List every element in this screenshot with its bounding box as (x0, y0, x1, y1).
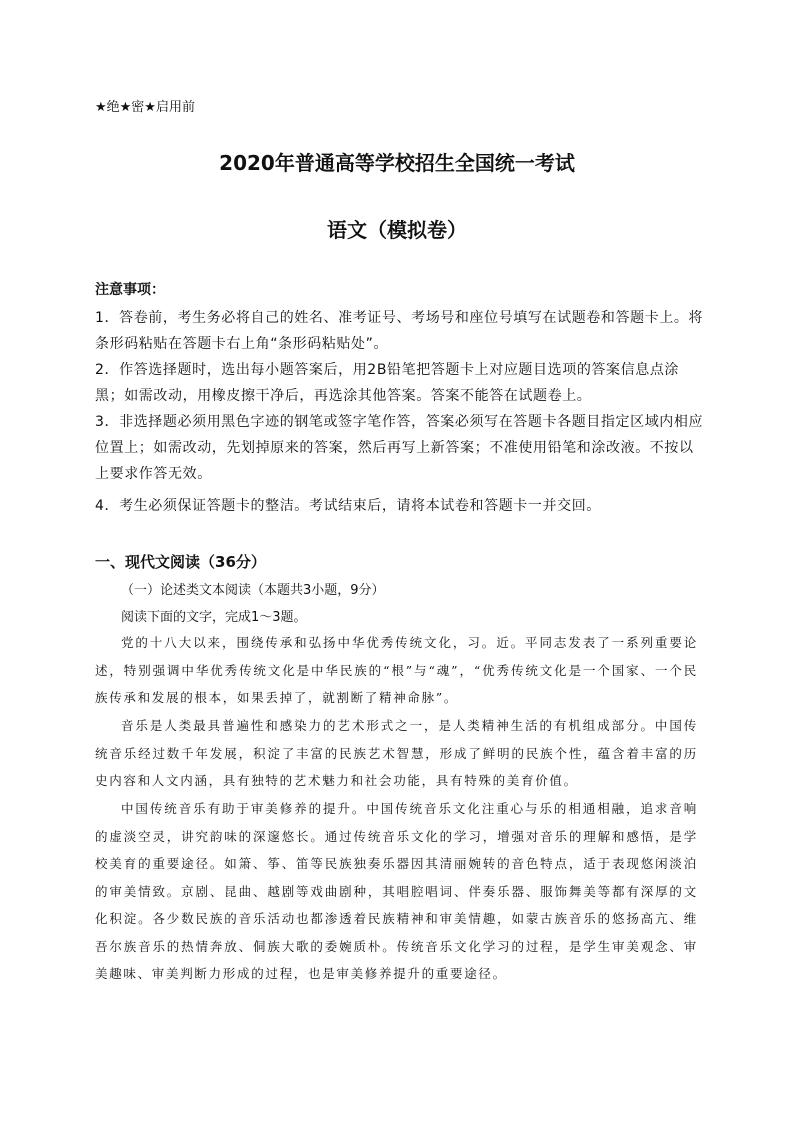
reading-instruction: 阅读下面的文字，完成1～3题。 (121, 610, 307, 625)
section-heading: 一、现代文阅读（36分） (95, 553, 266, 571)
notice-item-4: 4．考生必须保证答题卡的整洁。考试结束后，请将本试卷和答题卡一并交回。 (95, 498, 601, 514)
notice-heading: 注意事项： (95, 282, 165, 298)
passage-paragraph-2: 音乐是人类最具普遍性和感染力的艺术形式之一，是人类精神生活的有机组成部分。中国传统音乐经过数千年发展，积淀了丰富的民族艺术智慧，形成了鲜明的民族个性，蕴含着丰富的历史内容和人文内涵，具有独特的艺术魅力和社会功能，具有特殊的美育价值。 (95, 718, 698, 788)
notice-item-2: 2．作答选择题时，选出每小题答案后，用2B铅笔把答题卡上对应题目选项的答案信息点涂黑；如需改动，用橡皮擦干净后，再选涂其他答案。答案不能答在试题卷上。 (95, 362, 680, 404)
confidential-mark: ★绝★密★启用前 (95, 100, 195, 115)
passage-paragraph-3: 中国传统音乐有助于审美修养的提升。中国传统音乐文化注重心与乐的相通相融，追求音响的虚淡空灵，讲究韵味的深邃悠长。通过传统音乐文化的学习，增强对音乐的理解和感悟，是学校美育的重要途径。如箫、筝、笛等民族独奏乐器因其清丽婉转的音色特点，适于表现悠闲淡泊的审美情致。京剧、昆曲、越剧等戏曲剧种，其唱腔唱词、伴奏乐器、服饰舞美等都有深厚的文化积淀。各少数民族的音乐活动也都渗透着民族精神和审美情趣，如蒙古族音乐的悠扬高亢、维吾尔族音乐的热情奔放、侗族大歌的委婉质朴。传统音乐文化学习的过程，是学生审美观念、审美趣味、审美判断力形成的过程，也是审美修养提升的重要途径。 (95, 801, 698, 981)
passage-paragraph-1: 党的十八大以来，围绕传承和弘扬中华优秀传统文化，习。近。平同志发表了一系列重要论述，特别强调中华优秀传统文化是中华民族的“根”与“魂”，“优秀传统文化是一个国家、一个民族传承和发展的根本，如果丢掉了，就割断了精神命脉”。 (95, 635, 698, 705)
subsection-heading: （一）论述类文本阅读（本题共3小题，9分） (121, 583, 385, 598)
notice-item-1: 1．答卷前，考生务必将自己的姓名、准考证号、考场号和座位号填写在试题卷和答题卡上。将条形码粘贴在答题卡右上角“条形码粘贴处”。 (95, 310, 704, 352)
notice-item-3: 3．非选择题必须用黑色字迹的钢笔或签字笔作答，答案必须写在答题卡各题目指定区域内相应位置上；如需改动，先划掉原来的答案，然后再写上新答案；不准使用铅笔和涂改液。不按以上要求作答无效。 (95, 414, 704, 482)
exam-subtitle: 语文（模拟卷） (327, 218, 467, 242)
exam-title: 2020年普通高等学校招生全国统一考试 (219, 151, 575, 175)
